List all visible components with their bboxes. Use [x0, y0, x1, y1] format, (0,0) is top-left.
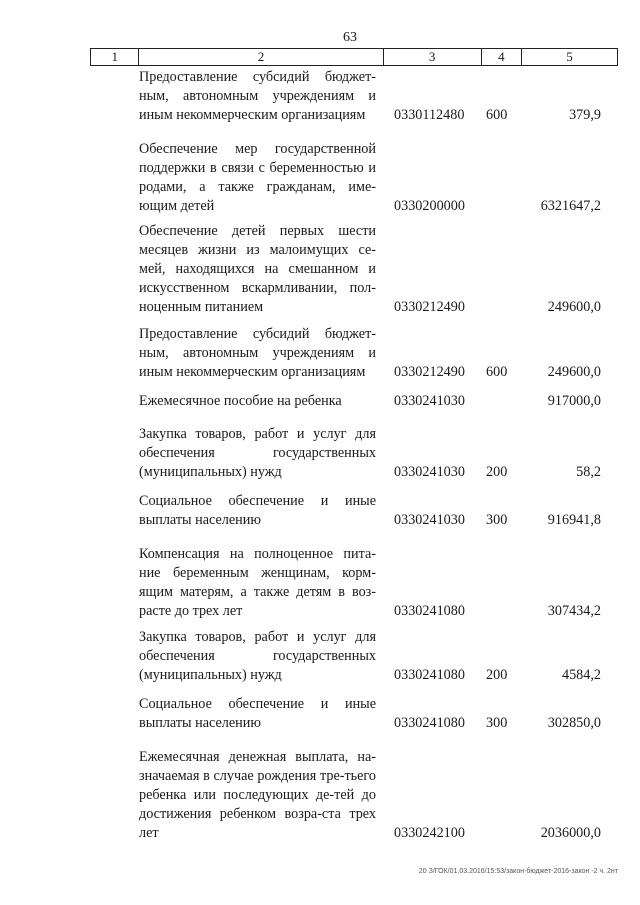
header-col-5: 5 — [522, 49, 618, 65]
row-code: 0330212490 — [394, 299, 465, 315]
header-col-4: 4 — [482, 49, 523, 65]
row-description: Компенсация на полноценное пита-ние беременным женщинам, корм-ящим матерям, а также детям в воз-расте до трех лет — [139, 546, 376, 619]
row-amount: 6321647,2 — [540, 198, 601, 214]
row-amount: 917000,0 — [547, 393, 601, 409]
table-header-row — [90, 48, 618, 66]
row-code: 0330112480 — [394, 107, 465, 123]
row-amount: 249600,0 — [547, 364, 601, 380]
row-description: Ежемесячное пособие на ребенка — [139, 393, 342, 409]
row-expense-type: 600 — [486, 364, 508, 380]
row-amount: 916941,8 — [547, 512, 601, 528]
row-code: 0330242100 — [394, 825, 465, 841]
row-code: 0330241030 — [394, 464, 465, 480]
row-description: Обеспечение детей первых шести месяцев жизни из малоимущих се-мей, находящихся на смешанном и искусственном вскармливании, пол-ноценным питанием — [139, 223, 376, 315]
page-number: 63 — [343, 30, 357, 45]
row-expense-type: 200 — [486, 667, 508, 683]
header-col-3: 3 — [384, 49, 482, 65]
row-amount: 302850,0 — [547, 715, 601, 731]
row-description: Предоставление субсидий бюджет-ным, автономным учреждениям и иным некоммерческим организациям — [139, 69, 376, 123]
row-code: 0330212490 — [394, 364, 465, 380]
row-code: 0330200000 — [394, 198, 465, 214]
header-col-2: 2 — [139, 49, 383, 65]
row-amount: 4584,2 — [561, 667, 601, 683]
row-amount: 249600,0 — [547, 299, 601, 315]
row-code: 0330241080 — [394, 715, 465, 731]
row-expense-type: 200 — [486, 464, 508, 480]
row-description: Социальное обеспечение и иные выплаты населению — [139, 696, 376, 731]
row-amount: 58,2 — [576, 464, 601, 480]
row-description: Социальное обеспечение и иные выплаты населению — [139, 493, 376, 528]
document-footer: 20 З/ГОК/01.03.2016/15:53/закон-бюджет-2016-закон -2 ч. 2нт — [418, 868, 618, 875]
header-col-1: 1 — [90, 49, 139, 65]
row-description: Обеспечение мер государственной поддержки в связи с беременностью и родами, а также гражданам, име-ющим детей — [139, 141, 376, 214]
row-amount: 379,9 — [569, 107, 601, 123]
row-amount: 307434,2 — [547, 603, 601, 619]
row-code: 0330241080 — [394, 603, 465, 619]
row-code: 0330241080 — [394, 667, 465, 683]
row-expense-type: 600 — [486, 107, 508, 123]
row-code: 0330241030 — [394, 393, 465, 409]
row-expense-type: 300 — [486, 512, 508, 528]
row-amount: 2036000,0 — [540, 825, 601, 841]
row-description: Предоставление субсидий бюджет-ным, автономным учреждениям и иным некоммерческим организациям — [139, 326, 376, 380]
row-description: Ежемесячная денежная выплата, на-значаемая в случае рождения тре-тьего ребенка или последующих де-тей до достижения ребенком возра-ста трех лет — [139, 749, 376, 841]
row-description: Закупка товаров, работ и услуг для обеспечения государственных (муниципальных) нужд — [139, 426, 376, 480]
row-code: 0330241030 — [394, 512, 465, 528]
row-description: Закупка товаров, работ и услуг для обеспечения государственных (муниципальных) нужд — [139, 629, 376, 683]
row-expense-type: 300 — [486, 715, 508, 731]
